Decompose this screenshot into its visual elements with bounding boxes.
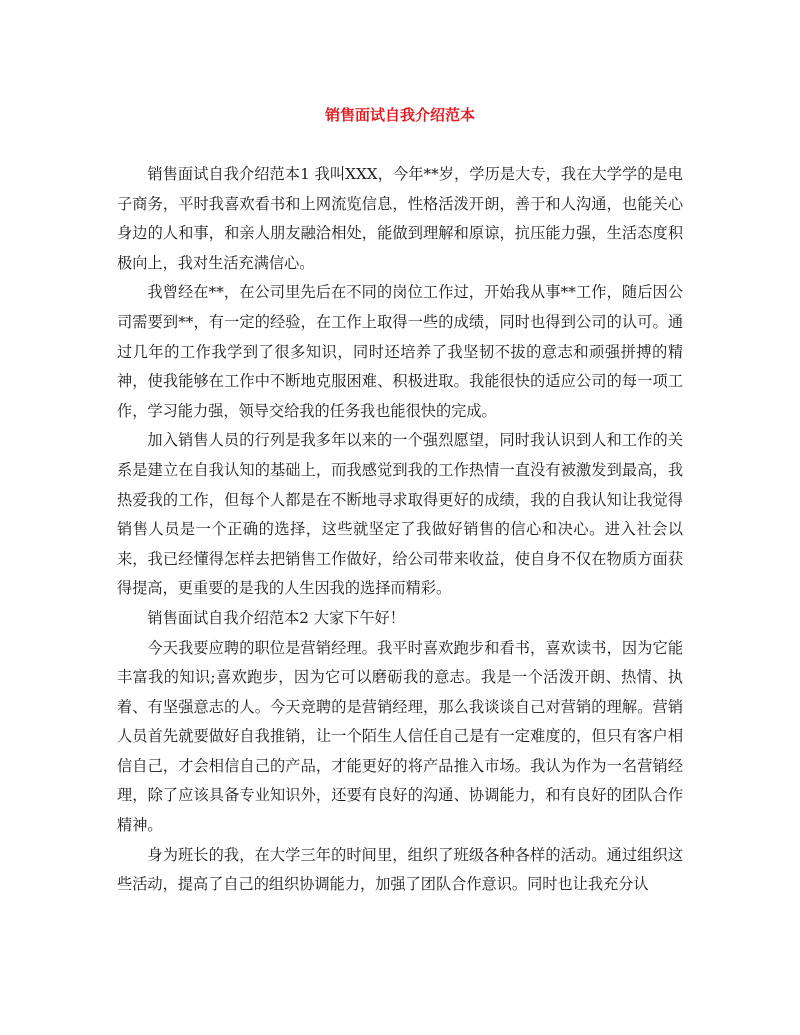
- section-heading-paragraph: 销售面试自我介绍范本2 大家下午好！: [147, 608, 405, 627]
- document-body: [117, 160, 683, 900]
- paragraph: 销售面试自我介绍范本1 我叫XXX，今年**岁，学历是大专，我在大学学的是电子商务，平时我喜欢看书和上网流览信息，性格活泼开朗，善于和人沟通，也能关心身边的人和事，和亲人朋友融洽相处，能做到理解和原谅，抗压能力强，生活态度积极向上，我对生活充满信心。: [117, 165, 683, 272]
- paragraph: 今天我要应聘的职位是营销经理。我平时喜欢跑步和看书，喜欢读书，因为它能丰富我的知识;喜欢跑步，因为它可以磨砺我的意志。我是一个活泼开朗、热情、执着、有坚强意志的人。今天竞聘的是营销经理，那么我谈谈自己对营销的理解。营销人员首先就要做好自我推销，让一个陌生人信任自己是有一定难度的，但只有客户相信自己，才会相信自己的产品，才能更好的将产品推入市场。我认为作为一名营销经理，除了应该具备专业知识外，还要有良好的沟通、协调能力，和有良好的团队合作精神。: [117, 638, 683, 835]
- paragraph: 身为班长的我，在大学三年的时间里，组织了班级各种各样的活动。通过组织这些活动，提高了自己的组织协调能力，加强了团队合作意识。同时也让我充分认: [117, 845, 683, 894]
- paragraph: 加入销售人员的行列是我多年以来的一个强烈愿望，同时我认识到人和工作的关系是建立在自我认知的基础上，而我感觉到我的工作热情一直没有被激发到最高，我热爱我的工作，但每个人都是在不断地寻求取得更好的成绩，我的自我认知让我觉得销售人员是一个正确的选择，这些就坚定了我做好销售的信心和决心。进入社会以来，我已经懂得怎样去把销售工作做好，给公司带来收益，使自身不仅在物质方面获得提高，更重要的是我的人生因我的选择而精彩。: [117, 431, 683, 598]
- paragraph: 我曾经在**，在公司里先后在不同的岗位工作过，开始我从事**工作，随后因公司需要到**，有一定的经验，在工作上取得一些的成绩，同时也得到公司的认可。通过几年的工作我学到了很多知识，同时还培养了我坚韧不拔的意志和顽强拼搏的精神，使我能够在工作中不断地克服困难、积极进取。我能很快的适应公司的每一项工作，学习能力强，领导交给我的任务我也能很快的完成。: [117, 283, 683, 420]
- document-title: 销售面试自我介绍范本: [324, 106, 475, 124]
